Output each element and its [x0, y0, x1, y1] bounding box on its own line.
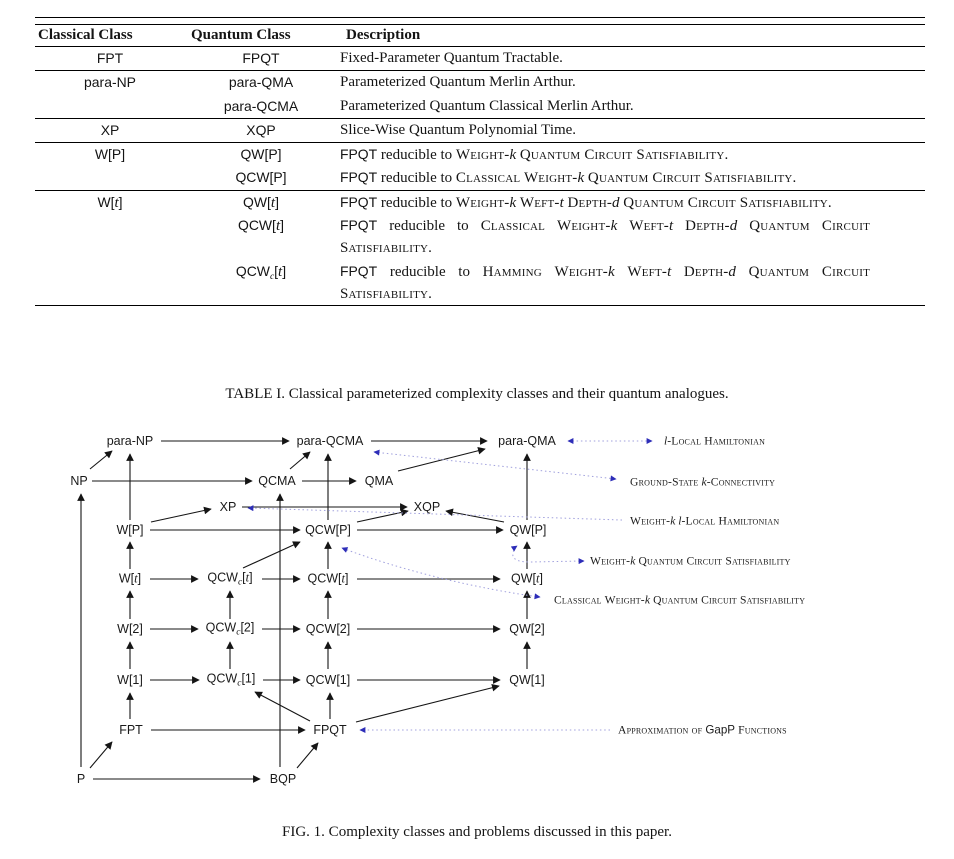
cell-description: FPQT reducible to Weight-k Quantum Circuit Satisfiability. — [340, 146, 729, 164]
inclusion-arrow — [356, 686, 499, 722]
node-w-2: W[2] — [117, 622, 143, 636]
cell-quantum: QCW[P] — [235, 169, 287, 186]
node-qw-1: QW[1] — [509, 673, 545, 687]
cell-quantum: $QCW_c[t]$ — [235, 262, 287, 282]
cell-description: FPQT reducible to Weight-k Weft-t Depth-d Quantum Circuit Satisfiability. — [340, 193, 832, 211]
label-ground-state-k-connectivity: Ground-State k-Connectivity — [630, 475, 776, 489]
inclusion-arrow — [90, 451, 112, 469]
cell-classical: XP — [100, 121, 120, 138]
node-p: P — [76, 772, 86, 786]
inclusion-arrow — [255, 692, 310, 721]
label-weight-k-qcs: Weight-k Quantum Circuit Satisfiability — [590, 554, 791, 568]
dotted-connector — [374, 452, 616, 479]
label-weight-k-l-local-hamiltonian: Weight-k l-Local Hamiltonian — [630, 514, 780, 528]
cell-description: FPQT reducible to Hamming Weight-k Weft-t Depth-d Quantum Circuit Satisfiability. — [340, 262, 871, 302]
inclusion-arrow — [297, 743, 318, 768]
node-qw-t: QW[t] — [511, 571, 543, 586]
node-qcwc-2: $QCW_c[2]$ — [205, 620, 255, 638]
inclusion-arrow — [398, 449, 485, 471]
node-xqp: XQP — [413, 500, 441, 514]
node-bqp: BQP — [269, 772, 297, 786]
node-qcw-2: QCW[2] — [305, 622, 351, 636]
cell-description: Parameterized Quantum Merlin Arthur. — [340, 74, 576, 91]
cell-quantum: QW[P] — [240, 146, 282, 163]
node-fpt: FPT — [119, 723, 143, 737]
cell-quantum: QW[t] — [243, 193, 279, 211]
label-approximation-of-gapp: Approximation of GapP Functions — [618, 723, 787, 737]
cell-classical: W[t] — [97, 193, 123, 211]
cell-description: FPQT reducible to Classical Weight-k Quantum Circuit Satisfiability. — [340, 169, 797, 187]
node-w-1: W[1] — [117, 673, 143, 687]
node-xp: XP — [219, 500, 237, 514]
cell-description: Fixed-Parameter Quantum Tractable. — [340, 50, 563, 66]
node-w-t: W[t] — [118, 571, 142, 586]
node-qcwc-t: $QCW_c[t]$ — [207, 570, 253, 588]
cell-description: Slice-Wise Quantum Polynomial Time. — [340, 121, 577, 138]
node-para-np: para-NP — [106, 434, 154, 448]
label-l-local-hamiltonian: l-Local Hamiltonian — [664, 434, 766, 448]
node-qma: QMA — [364, 474, 394, 488]
node-qcw-1: QCW[1] — [305, 673, 351, 687]
node-qcma: QCMA — [258, 474, 296, 488]
table-caption: TABLE I. Classical parameterized complexity classes and their quantum analogues. — [225, 386, 729, 402]
node-qcw-p: QCW[P] — [305, 523, 351, 537]
cell-description: FPQT reducible to Classical Weight-k Weft-t Depth-d Quantum Circuit Satisfiability. — [340, 217, 870, 257]
cell-classical: FPT — [96, 50, 124, 66]
header-quantum-class: Quantum Class — [191, 27, 291, 43]
node-qcw-t: QCW[t] — [307, 571, 349, 586]
inclusion-arrow — [357, 511, 408, 522]
node-qw-2: QW[2] — [509, 622, 545, 636]
header-classical-class: Classical Class — [38, 27, 133, 43]
node-para-qma: para-QMA — [498, 434, 556, 448]
node-qw-p: QW[P] — [509, 523, 547, 537]
cell-quantum: FPQT — [242, 50, 280, 66]
cell-classical: W[P] — [94, 146, 126, 163]
node-fpqt: FPQT — [313, 723, 347, 737]
node-qcwc-1: $QCW_c[1]$ — [206, 671, 256, 689]
cell-quantum: para-QMA — [228, 74, 294, 91]
cell-quantum: QCW[t] — [238, 217, 284, 235]
header-description: Description — [346, 27, 421, 43]
inclusion-arrow — [151, 509, 211, 522]
cell-quantum: XQP — [246, 121, 276, 138]
inclusion-arrow — [290, 452, 310, 469]
dotted-connector — [513, 546, 584, 562]
inclusion-arrow — [90, 742, 112, 768]
label-classical-weight-k-qcs: Classical Weight-k Quantum Circuit Satisfiability — [554, 593, 806, 607]
node-np: NP — [70, 474, 88, 488]
cell-quantum: para-QCMA — [223, 97, 299, 114]
node-w-p: W[P] — [116, 523, 144, 537]
figure-caption: FIG. 1. Complexity classes and problems discussed in this paper. — [282, 824, 672, 840]
cell-classical: para-NP — [84, 74, 136, 91]
node-para-qcma: para-QCMA — [296, 434, 364, 448]
cell-description: Parameterized Quantum Classical Merlin Arthur. — [340, 97, 634, 114]
inclusion-arrow — [243, 542, 300, 568]
inclusion-arrow — [446, 511, 504, 522]
